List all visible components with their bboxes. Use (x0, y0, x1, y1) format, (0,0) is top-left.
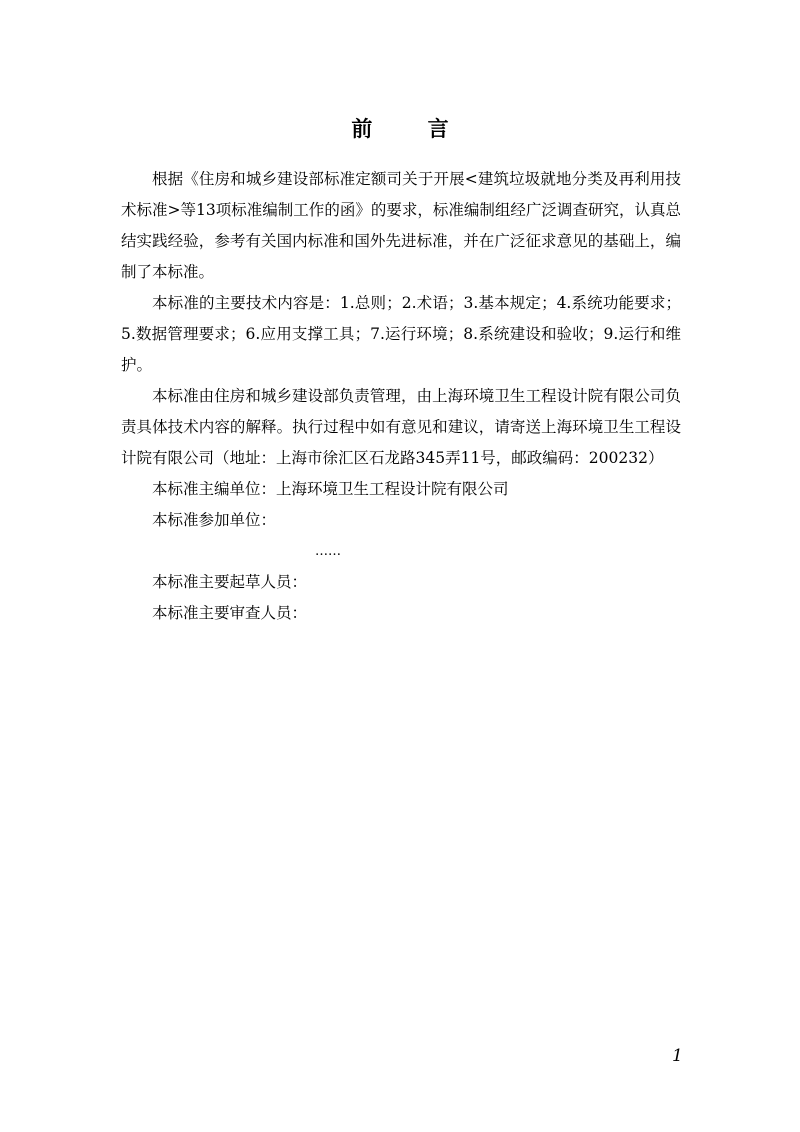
ellipsis-placeholder: …… (315, 544, 341, 559)
paragraph-management: 本标准由住房和城乡建设部负责管理，由上海环境卫生工程设计院有限公司负责具体技术内容的解释。执行过程中如有意见和建议，请寄送上海环境卫生工程设计院有限公司（地址：上海市徐汇区石龙路345弄11号，邮政编码：200232） (121, 387, 681, 467)
page-number: 1 (672, 1046, 683, 1066)
page-title: 前 言 (351, 116, 473, 141)
paragraph-basis: 根据《住房和城乡建设部标准定额司关于开展<建筑垃圾就地分类及再利用技术标准>等13项标准编制工作的函》的要求，标准编制组经广泛调查研究，认真总结实践经验，参考有关国内标准和国外先进标准，并在广泛征求意见的基础上，编制了本标准。 (121, 170, 681, 281)
paragraph-main-contents: 本标准的主要技术内容是：1.总则；2.术语；3.基本规定；4.系统功能要求；5.数据管理要求；6.应用支撑工具；7.运行环境；8.系统建设和验收；9.运行和维护。 (121, 294, 681, 374)
paragraph-reviewers: 本标准主要审查人员： (152, 604, 308, 622)
paragraph-participating-units: 本标准参加单位： (152, 511, 277, 529)
paragraph-drafters: 本标准主要起草人员： (152, 573, 308, 591)
paragraph-chief-editor-unit: 本标准主编单位：上海环境卫生工程设计院有限公司 (152, 480, 509, 498)
document-body (121, 164, 681, 629)
